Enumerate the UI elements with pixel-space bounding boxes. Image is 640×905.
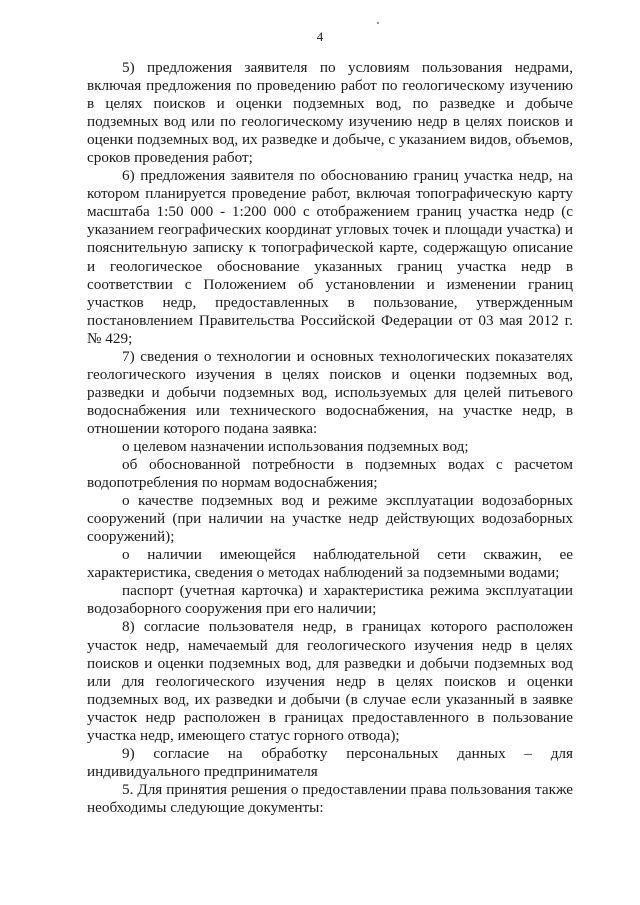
paragraph-sub-purpose: о целевом назначении использования подземных вод; [122,437,469,455]
scan-speck [377,22,379,24]
paragraph-sub-monitoring: о наличии имеющейся наблюдательной сети скважин, ее характеристика, сведения о методах наблюдений за подземными водами; [87,546,573,582]
paragraph-item-7: 7) сведения о технологии и основных технологических показателях геологического изучения в целях поисков и оценки подземных вод, разведки и добычи подземных вод, используемых для целей питьевого водоснабжения или технического водоснабжения, на участке недр, в отношении которого подана заявка: [87,347,573,437]
paragraph-item-9: 9) согласие на обработку персональных данных – для индивидуального предпринимателя [87,744,573,780]
paragraph-item-6: 6) предложения заявителя по обоснованию границ участка недр, на котором планируется проведение работ, включая топографическую карту масштаба 1:50 000 - 1:200 000 с отображением границ участка недр (с указанием географических координат угловых точек и площади участка) и пояснительную записку к топографической карте, содержащую описание и геологическое обоснование указанных границ участка недр в соответствии с Положением об установлении и изменении границ участков недр, предоставленных в пользование, утвержденным постановлением Правительства Российской Федерации от 03 мая 2012 г. № 429; [87,167,573,347]
paragraph-item-8: 8) согласие пользователя недр, в границах которого расположен участок недр, намечаемый для геологического изучения недр в целях поисков и оценки подземных вод, для разведки и добычи подземных вод или для геологического изучения недр в целях поисков и оценки подземных вод, их разведки и добычи (в случае если указанный в заявке участок недр расположен в границах предоставленного в пользование участка недр, имеющего статус горного отвода); [87,618,573,744]
paragraph-section-5: 5. Для принятия решения о предоставлении права пользования также необходимы следующие документы: [87,780,573,816]
paragraph-sub-demand: об обоснованной потребности в подземных водах с расчетом водопотребления по нормам водоснабжения; [87,456,573,492]
paragraph-sub-quality: о качестве подземных вод и режиме эксплуатации водозаборных сооружений (при наличии на участке недр действующих водозаборных сооружений); [87,492,573,546]
page-number: 4 [316,29,324,44]
document-body [87,59,573,817]
paragraph-sub-passport: паспорт (учетная карточка) и характеристика режима эксплуатации водозаборного сооружения при его наличии; [87,582,573,618]
paragraph-item-5: 5) предложения заявителя по условиям пользования недрами, включая предложения по проведению работ по геологическому изучению в целях поисков и оценки подземных вод, по разведке и добыче подземных вод или по геологическому изучению недр в целях поисков и оценки подземных вод, их разведке и добыче, с указанием видов, объемов, сроков проведения работ; [87,59,573,167]
